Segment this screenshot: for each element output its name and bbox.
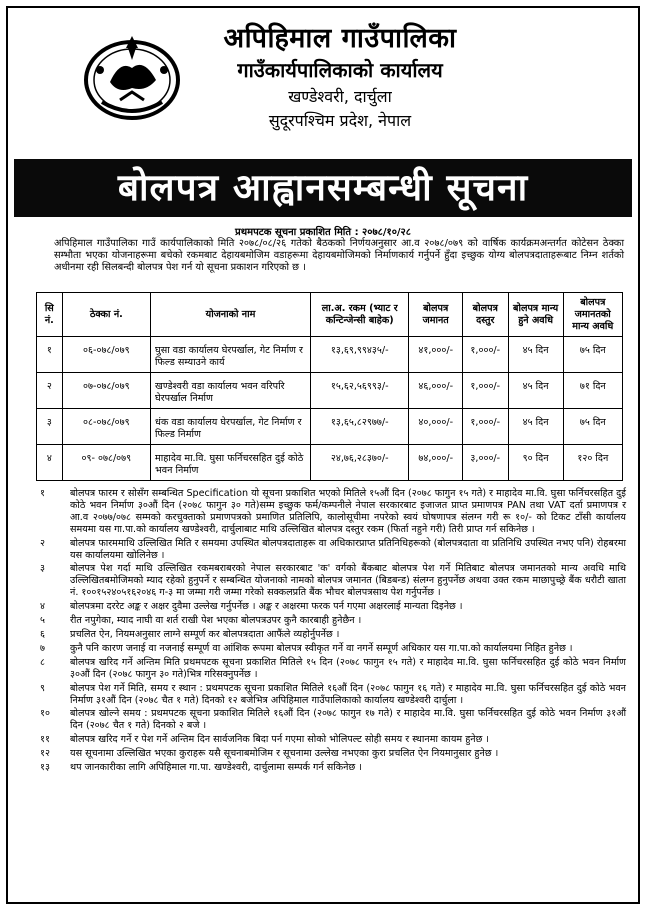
cell-bid-validity: ४५ दिन bbox=[508, 409, 563, 445]
cell-serial: १ bbox=[37, 337, 63, 373]
table-row bbox=[37, 445, 623, 481]
condition-text: रीत नपुगेका, म्याद नाघी वा शर्त राखी पेश भएका बोलपत्रउपर कुनै कारबाही हुनेछैन । bbox=[70, 615, 362, 627]
col-header-contract-no: ठेक्का नं. bbox=[62, 293, 150, 337]
office-location: खण्डेश्वरी, दार्चुला bbox=[288, 87, 392, 106]
cell-contract-no: ०८-०७८/०७९ bbox=[62, 409, 150, 445]
cell-bid-fee: १,०००/- bbox=[462, 337, 508, 373]
conditions-list bbox=[40, 488, 626, 776]
cell-serial: ३ bbox=[37, 409, 63, 445]
list-item bbox=[40, 734, 626, 746]
cell-bid-validity: ४५ दिन bbox=[508, 373, 563, 409]
condition-number: १३ bbox=[40, 762, 50, 774]
condition-number: १ bbox=[40, 488, 45, 499]
cell-project-name: घुसा वडा कार्यालय घेरपर्खाल, गेट निर्माण र फिल्ड सम्याउने कार्य bbox=[151, 337, 311, 373]
table-row bbox=[37, 337, 623, 373]
condition-text: बोलपत्र खरिद गर्ने अन्तिम मिति प्रथमपटक सूचना प्रकाशित मितिले १५ दिन (२०७८ फागुन १५ गते) र माहादेव मा.वि. घुसा फर्निचरसहित दुई कोठे भवन निर्माण ३०औं दिन (२०७८ फागुन ३० गते)भित्र गरिसक्नुपर्नेछ । bbox=[70, 656, 626, 680]
cell-security-validity: १२० दिन bbox=[563, 445, 622, 481]
list-item bbox=[40, 488, 626, 536]
cell-bid-security: ७४,०००/- bbox=[409, 445, 463, 481]
cell-contract-no: ०६-०७८/०७९ bbox=[62, 337, 150, 373]
cell-serial: २ bbox=[37, 373, 63, 409]
condition-text: बोलपत्र खोल्ने समय : प्रथमपटक सूचना प्रकाशित मितिले १६औं दिन (२०७८ फागुन १७ गते) र माहादेव मा.वि. घुसा फर्निचरसहित दुई कोठे भवन निर्माण ३१औं दिन (२०७८ चैत १ गते) दिनको २ बजे । bbox=[70, 708, 626, 732]
condition-number: १० bbox=[40, 708, 50, 720]
publish-date: प्रथमपटक सूचना प्रकाशित मिति : २०७८/१०/२८ bbox=[235, 227, 411, 238]
list-item bbox=[40, 563, 626, 599]
condition-text: बोलपत्र पेश गर्दा माथि उल्लिखित रकमबराबरको नेपाल सरकारबाट 'क' वर्गको बैंकबाट बोलपत्र पेश गर्ने मितिबाट बोलपत्र जमानतको मान्य अवधि माथि उल्लिखितबमोजिमको म्याद रहेको हुनुपर्ने र सम्बन्धित योजनाको नामको बोलपत्र जमानत (बिडबन्ड) संलग्न हुनुपर्नेछ अथवा उक्त रकम माछापुच्छ्रे बैंक धरौटी खाता नं. १००१५२४०५१६२०४६ ग-३ मा जम्मा गरी जम्मा गरेको सक्कलप्रति बैंक भौचर बोलपत्रसाथ पेश गर्नुपर्नेछ । bbox=[70, 563, 626, 599]
condition-text: कुनै पनि कारण जनाई वा नजनाई सम्पूर्ण वा आंशिक रूपमा बोलपत्र स्वीकृत गर्ने वा नगर्ने सम्पूर्ण अधिकार यस गा.पा.को कार्यालयमा निहित हुनेछ । bbox=[70, 642, 573, 654]
cell-bid-security: ४६,०००/- bbox=[409, 373, 463, 409]
col-header-serial: सि नं. bbox=[37, 293, 63, 337]
cell-bid-security: ४०,०००/- bbox=[409, 409, 463, 445]
cell-contract-no: ०९- ०७८/०७९ bbox=[62, 445, 150, 481]
list-item bbox=[40, 657, 626, 681]
condition-number: २ bbox=[40, 537, 45, 549]
col-header-bid-security: बोलपत्र जमानत bbox=[409, 293, 463, 337]
cell-contract-no: ०७-०७८/०७९ bbox=[62, 373, 150, 409]
cell-project-name: माहादेव मा.वि. घुसा फर्निचरसहित दुई कोठे भवन निर्माण bbox=[151, 445, 311, 481]
notice-title-banner: बोलपत्र आह्वानसम्बन्धी सूचना bbox=[14, 159, 632, 217]
list-item bbox=[40, 762, 626, 774]
condition-text: बोलपत्र फारम र सोसँग सम्बन्धित Specification यो सूचना प्रकाशित भएको मितिले १५औं दिन (२०७८ फागुन १५ गते) र माहादेव मा.वि. घुसा फर्निचरसहित दुई कोठे भवन निर्माण ३०औं दिन (२०७८ फागुन ३० गते)सम्म इच्छुक फर्म/कम्पनीले नेपाल सरकारबाट इजाजत प्राप्त प्रमाणपत्र PAN तथा VAT दर्ता प्रमाणपत्र र आ.व २०७७/०७८ सम्मको करचुक्ताको प्रमाणपत्रको प्रमाणित प्रतिलिपि, कालोसूचीमा नपरेको स्वयं घोषणापत्र संलग्न गरी रू १०/- को टिकट टाँसी कार्यालय समयमा यस गा.पा.को कार्यालय खण्डेश्वरी, दार्चुलाबाट माथि उल्लिखित बोलपत्र दस्तुर रकम (फिर्ता नहुने गरी) तिरी प्राप्त गर्न सकिनेछ । bbox=[70, 488, 626, 535]
condition-number: १२ bbox=[40, 748, 50, 760]
office-title-block bbox=[180, 22, 500, 133]
condition-number: ३ bbox=[40, 563, 45, 575]
cell-bid-fee: ३,०००/- bbox=[462, 445, 508, 481]
table-header-row bbox=[37, 293, 623, 337]
cell-serial: ४ bbox=[37, 445, 63, 481]
list-item bbox=[40, 629, 626, 641]
condition-text: प्रचलित ऐन, नियमअनुसार लाग्ने सम्पूर्ण कर बोलपत्रदाता आफैंले व्यहोर्नुपर्नेछ । bbox=[70, 628, 340, 640]
condition-number: ९ bbox=[40, 682, 45, 694]
col-header-cost-estimate: ला.अ. रकम (भ्याट र कन्टिन्जेन्सी बाहेक) bbox=[310, 293, 408, 337]
list-item bbox=[40, 615, 626, 627]
cell-cost-estimate: २४,७६,२८३७०/- bbox=[310, 445, 408, 481]
municipality-name: अपिहिमाल गाउँपालिका bbox=[223, 23, 457, 54]
col-header-security-validity: बोलपत्र जमानतको मान्य अवधि bbox=[563, 293, 622, 337]
col-header-project-name: योजनाको नाम bbox=[151, 293, 311, 337]
condition-number: ८ bbox=[40, 656, 45, 668]
col-header-bid-validity: बोलपत्र मान्य हुने अवधि bbox=[508, 293, 563, 337]
list-item bbox=[40, 601, 626, 613]
table-row bbox=[37, 409, 623, 445]
condition-number: ५ bbox=[40, 615, 45, 627]
cell-bid-fee: १,०००/- bbox=[462, 373, 508, 409]
list-item bbox=[40, 748, 626, 760]
cell-security-validity: ७१ दिन bbox=[563, 373, 622, 409]
list-item bbox=[40, 538, 626, 562]
condition-text: बोलपत्र फारममाथि उल्लिखित मिति र समयमा उपस्थित बोलपत्रदाताहरू वा अधिकारप्राप्त प्रतिनिधिहरूको (बोलपत्रदाता वा प्रतिनिधि उपस्थित नभए पनि) रोहबरमा यस कार्यालयमा खोलिनेछ । bbox=[70, 537, 626, 561]
condition-number: ७ bbox=[40, 642, 45, 654]
cell-project-name: धंक वडा कार्यालय घेरपर्खाल, गेट निर्माण र फिल्ड निर्माण bbox=[151, 409, 311, 445]
cell-security-validity: ७५ दिन bbox=[563, 409, 622, 445]
tender-table bbox=[36, 292, 623, 481]
table-row bbox=[37, 373, 623, 409]
condition-number: ४ bbox=[40, 601, 45, 613]
cell-bid-validity: ९० दिन bbox=[508, 445, 563, 481]
nepal-government-emblem-icon bbox=[80, 30, 184, 124]
cell-cost-estimate: १३,६९,९९४३५/- bbox=[310, 337, 408, 373]
condition-text: बोलपत्र पेश गर्ने मिति, समय र स्थान : प्रथमपटक सूचना प्रकाशित मितिले १६औं दिन (२०७८ फागुन १६ गते) र माहादेव मा.वि. घुसा फर्निचरसहित दुई कोठे भवन निर्माण ३१औं दिन (२०७८ चैत १ गते) दिनको १२ बजेभित्र अपिहिमाल गाउँपालिकाको कार्यालय खण्डेश्वरी दार्चुला । bbox=[70, 682, 626, 706]
cell-security-validity: ७५ दिन bbox=[563, 337, 622, 373]
condition-number: ११ bbox=[40, 734, 50, 746]
condition-text: थप जानकारीका लागि अपिहिमाल गा.पा. खण्डेश्वरी, दार्चुलामा सम्पर्क गर्न सकिनेछ । bbox=[70, 762, 362, 774]
province-name: सुदूरपश्चिम प्रदेश, नेपाल bbox=[268, 111, 412, 130]
col-header-bid-fee: बोलपत्र दस्तुर bbox=[462, 293, 508, 337]
office-name: गाउँकार्यपालिकाको कार्यालय bbox=[237, 58, 443, 82]
cell-bid-security: ४१,०००/- bbox=[409, 337, 463, 373]
cell-cost-estimate: १५,६२,५६९९३/- bbox=[310, 373, 408, 409]
cell-cost-estimate: १३,६५,८२९७७/- bbox=[310, 409, 408, 445]
list-item bbox=[40, 643, 626, 655]
condition-text: बोलपत्रमा दररेट अङ्क र अक्षर दुवैमा उल्लेख गर्नुपर्नेछ । अङ्क र अक्षरमा फरक पर्न गएमा अक्षरलाई मान्यता दिइनेछ । bbox=[70, 601, 463, 613]
cell-bid-fee: १,०००/- bbox=[462, 409, 508, 445]
intro-paragraph: अपिहिमाल गाउँपालिका गाउँ कार्यपालिकाको मिति २०७८/०८/२६ गतेको बैठकको निर्णयअनुसार आ.व २०७८/०७९ को वार्षिक कार्यक्रमअन्तर्गत कोटेसन ठेक्का सम्भौता भएका योजनाहरूमा बचेको रकमबाट देहायबमोजिम वडाहरूमा देहायबमोजिमको निर्माणकार्य गर्नुपर्ने हुँदा इच्छुक योग्य बोलपत्रदाताहरूबाट निम्न शर्तको अधीनमा रही सिलबन्दी बोलपत्र पेश गर्न यो सूचना प्रकाशन गरिएको छ । bbox=[54, 238, 624, 274]
cell-bid-validity: ४५ दिन bbox=[508, 337, 563, 373]
list-item bbox=[40, 683, 626, 707]
list-item bbox=[40, 708, 626, 732]
condition-number: ६ bbox=[40, 628, 45, 640]
cell-project-name: खण्डेश्वरी वडा कार्यालय भवन वरिपरि घेरपर्खाल निर्माण bbox=[151, 373, 311, 409]
condition-text: बोलपत्र खरिद गर्ने र पेश गर्ने अन्तिम दिन सार्वजनिक बिदा पर्न गएमा सोको भोलिपल्ट सोही समय र स्थानमा कायम हुनेछ । bbox=[70, 734, 490, 746]
condition-text: यस सूचनामा उल्लिखित भएका कुराहरू यसै सूचनाबमोजिम र सूचनामा उल्लेख नभएका कुरा प्रचलित ऐन नियमानुसार हुनेछ । bbox=[70, 748, 499, 760]
